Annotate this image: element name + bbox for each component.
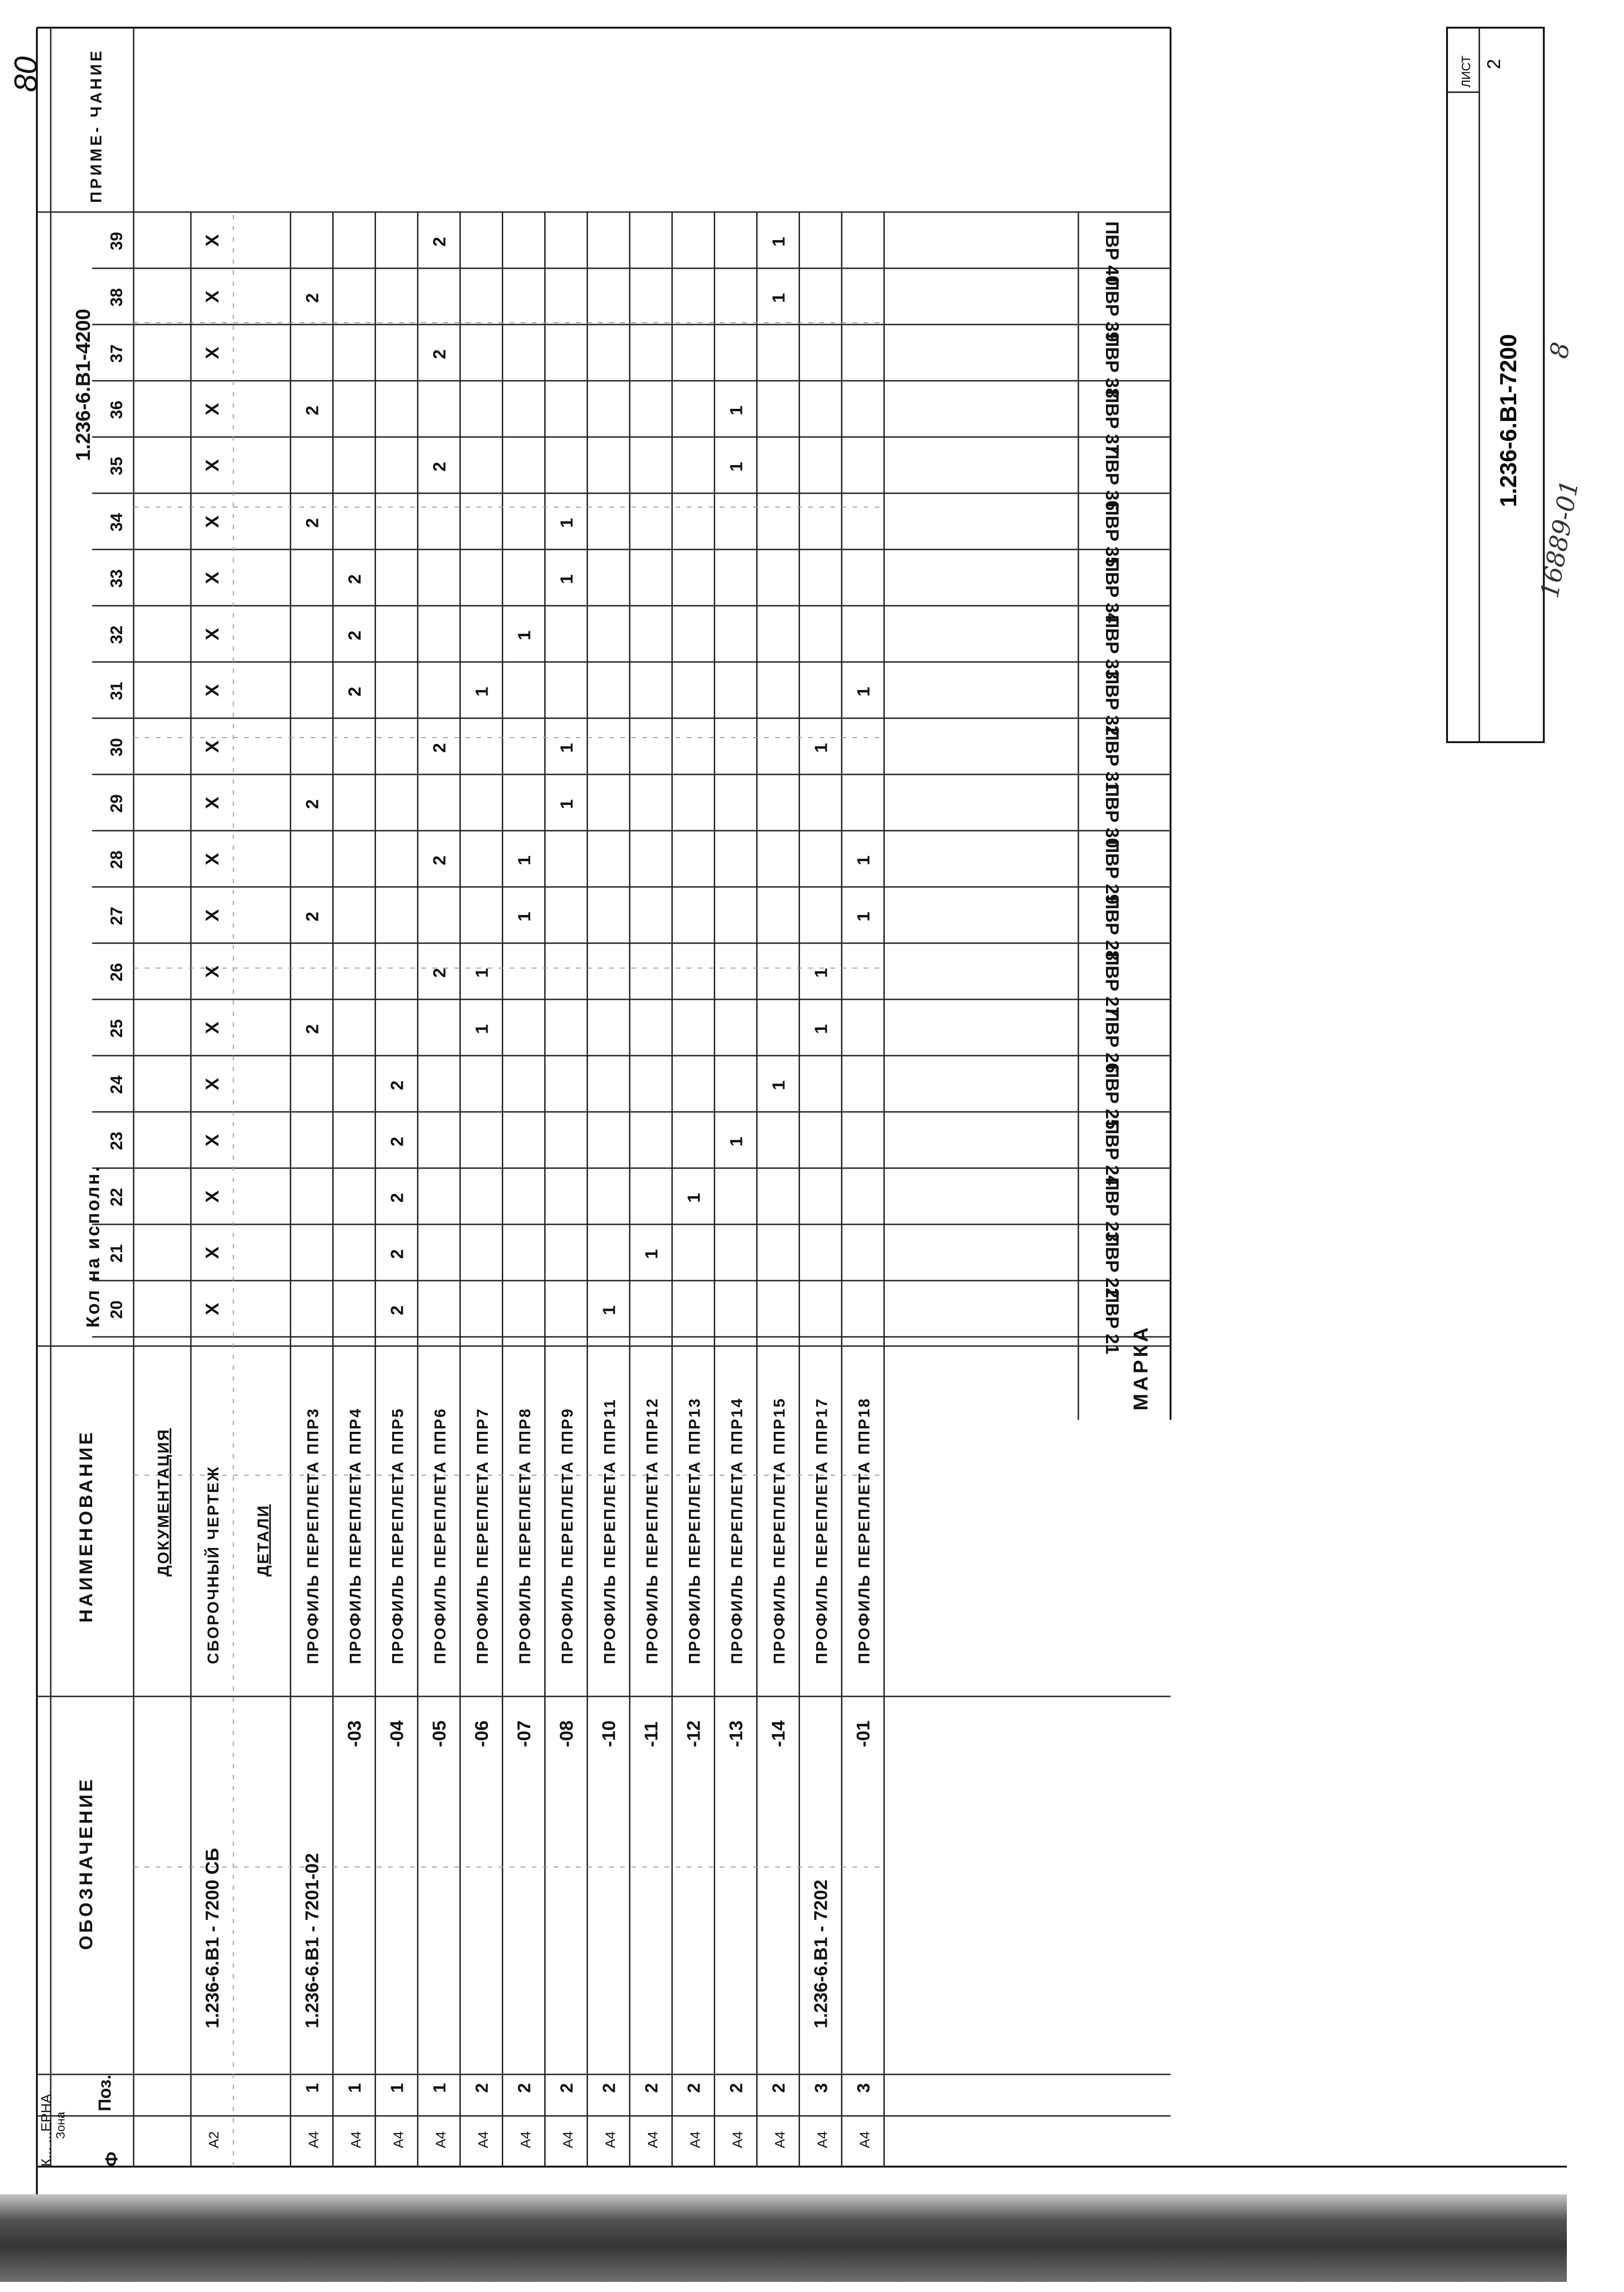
mark-label: ПВР 27: [1102, 952, 1122, 1017]
qty-cell: X: [202, 234, 223, 247]
qty-cell: 2: [430, 743, 450, 753]
row-name: ПРОФИЛЬ ПЕРЕПЛЕТА ППР17: [813, 1397, 831, 1664]
qty-cell: 1: [812, 743, 831, 753]
row-format: А4: [603, 2131, 618, 2148]
table-header: [8, 48, 1152, 2167]
qty-cell: 1: [769, 236, 789, 247]
variant-number: 22: [107, 1187, 126, 1206]
qty-cell: 2: [303, 518, 323, 528]
header-designation: ОБОЗНАЧЕНИЕ: [76, 1777, 96, 1950]
mark-label: ПВР 22: [1102, 1234, 1122, 1298]
table-row: [556, 518, 577, 2148]
qty-cell: 1: [727, 461, 747, 472]
qty-cell: X: [202, 1078, 223, 1090]
mark-label: ПВР 23: [1102, 1177, 1122, 1242]
qty-cell: 1: [557, 574, 577, 584]
row-format: А2: [206, 2131, 222, 2148]
table-row: [726, 406, 746, 2148]
variant-number: 26: [107, 963, 126, 981]
variant-number: 31: [107, 681, 126, 700]
mark-label: ПВР 34: [1102, 559, 1122, 623]
qty-cell: X: [202, 347, 223, 359]
row-designation: -13: [726, 1720, 747, 1747]
row-name: ПРОФИЛЬ ПЕРЕПЛЕТА ППР4: [347, 1407, 365, 1664]
row-designation: -07: [514, 1720, 535, 1747]
qty-cell: 2: [388, 1249, 407, 1259]
row-name: ПРОФИЛЬ ПЕРЕПЛЕТА ППР13: [686, 1397, 704, 1664]
row-format: А4: [348, 2131, 364, 2148]
row-position: 2: [684, 2083, 704, 2093]
qty-cell: 2: [345, 686, 365, 697]
qty-cell: 2: [303, 799, 323, 809]
mark-label: ПВР 35: [1102, 502, 1122, 567]
table-row: [429, 237, 449, 2148]
qty-cell: 1: [515, 911, 535, 922]
header-pos: Поз.: [95, 2074, 115, 2111]
handwritten-number: 16889-01: [1535, 478, 1584, 601]
mark-label: ПВР 28: [1102, 896, 1122, 961]
variant-number: 38: [107, 288, 126, 307]
row-name: ПРОФИЛЬ ПЕРЕПЛЕТА ППР6: [431, 1407, 449, 1664]
mark-label: ПВР 39: [1102, 278, 1122, 342]
row-format: А4: [772, 2131, 788, 2148]
row-position: 3: [812, 2083, 831, 2093]
variant-number: 36: [107, 400, 126, 419]
qty-cell: 1: [642, 1249, 662, 1259]
qty-cell: X: [202, 684, 223, 697]
header-qty: Кол на исполн.: [83, 1164, 103, 1328]
qty-cell: X: [202, 740, 223, 753]
table-row: [344, 574, 365, 2148]
variant-number: 23: [107, 1131, 126, 1150]
qty-cell: 1: [557, 518, 577, 528]
table-row: [514, 631, 534, 2148]
qty-cell: X: [202, 515, 223, 528]
variant-number: 28: [107, 850, 126, 869]
qty-cell: X: [202, 1190, 223, 1203]
variant-number: 34: [107, 513, 126, 532]
row-designation: -06: [471, 1720, 492, 1747]
sheet-label: ЛИСТ: [1459, 55, 1473, 88]
qty-cell: X: [202, 797, 223, 809]
row-format: А4: [815, 2131, 830, 2148]
qty-cell: 2: [388, 1136, 407, 1146]
mark-label: ПВР 30: [1102, 784, 1122, 848]
row-format: А4: [518, 2131, 534, 2148]
row-designation: -14: [768, 1720, 789, 1747]
row-format: А4: [857, 2131, 873, 2148]
section-row: [254, 1504, 272, 1577]
qty-cell: 2: [388, 1080, 407, 1090]
variant-number: 39: [107, 231, 126, 250]
table-row: [853, 687, 873, 2148]
mark-label: МАРКА: [1130, 1324, 1152, 1411]
scan-edge-stripe: [0, 2194, 1567, 2282]
row-format: А4: [688, 2131, 703, 2148]
row-position: 2: [642, 2083, 662, 2093]
mark-label: ПВР 32: [1102, 671, 1122, 736]
mark-label: ПВР 29: [1102, 840, 1122, 904]
qty-cell: X: [202, 290, 223, 303]
row-designation: -08: [556, 1720, 577, 1747]
row-format: А4: [391, 2131, 406, 2148]
qty-cell: 2: [430, 236, 450, 247]
qty-cell: 1: [769, 293, 789, 303]
qty-cell: 1: [812, 968, 831, 978]
qty-cell: 2: [430, 461, 450, 472]
row-position: 1: [303, 2083, 323, 2093]
row-designation: -10: [599, 1720, 619, 1747]
row-name: ПРОФИЛЬ ПЕРЕПЛЕТА ППР11: [601, 1398, 619, 1664]
row-name: ПРОФИЛЬ ПЕРЕПЛЕТА ППР15: [771, 1397, 788, 1664]
row-name: ПРОФИЛЬ ПЕРЕПЛЕТА ППР18: [855, 1397, 873, 1664]
table-row: [202, 234, 223, 2148]
row-name: ПРОФИЛЬ ПЕРЕПЛЕТА ППР5: [389, 1407, 407, 1664]
row-designation: -01: [853, 1720, 874, 1747]
variant-number: 37: [107, 344, 126, 363]
frame-lines: [37, 28, 1567, 2194]
header-format: Ф: [102, 2151, 122, 2167]
variant-number: 24: [107, 1075, 126, 1094]
mark-label: ПВР 21: [1102, 1290, 1122, 1354]
row-position: 2: [515, 2083, 535, 2093]
row-designation: -12: [683, 1720, 704, 1747]
sheet-number: 2: [1484, 59, 1504, 69]
qty-cell: X: [202, 403, 223, 415]
row-designation: 1.236-6.В1 - 7201-02: [302, 1853, 323, 2028]
qty-cell: 1: [557, 799, 577, 809]
qty-cell: 2: [388, 1193, 407, 1203]
row-designation: 1.236-6.В1 - 7202: [811, 1879, 831, 2028]
variant-number: 35: [107, 456, 126, 475]
row-format: А4: [306, 2131, 322, 2148]
row-format: А4: [560, 2131, 576, 2148]
qty-cell: 1: [854, 855, 874, 865]
qty-cell: 1: [472, 686, 492, 697]
row-format: А4: [645, 2131, 661, 2148]
qty-cell: X: [202, 628, 223, 640]
qty-cell: 1: [472, 1024, 492, 1034]
row-name: СБОРОЧНЫЙ ЧЕРТЕЖ: [205, 1465, 223, 1664]
qty-cell: 2: [303, 405, 323, 415]
section-row: [155, 1428, 172, 1577]
qty-cell: 2: [303, 911, 323, 922]
mark-label: ПВР 31: [1102, 727, 1122, 792]
table-row: [471, 687, 492, 2148]
row-name: ПРОФИЛЬ ПЕРЕПЛЕТА ППР8: [516, 1407, 534, 1664]
header-zone: Зона: [53, 2112, 67, 2139]
mark-label: ПВР 26: [1102, 1009, 1122, 1073]
row-format: А4: [433, 2131, 449, 2148]
header-name: НАИМЕНОВАНИЕ: [76, 1430, 96, 1623]
qty-cell: 2: [303, 1024, 323, 1034]
table-rows: [155, 234, 873, 2148]
qty-cell: 1: [472, 968, 492, 978]
variant-number: 25: [107, 1019, 126, 1038]
header-note: ПРИМЕ- ЧАНИЕ: [88, 48, 105, 203]
row-name: ПРОФИЛЬ ПЕРЕПЛЕТА ППР14: [728, 1397, 746, 1664]
qty-cell: 2: [345, 630, 365, 640]
qty-cell: 1: [515, 630, 535, 640]
qty-cell: 1: [769, 1080, 789, 1090]
qty-cell: 1: [600, 1305, 619, 1315]
qty-cell: 1: [727, 405, 747, 415]
variant-number: 27: [107, 906, 126, 925]
qty-cell: 2: [388, 1305, 407, 1315]
page-number: 80: [8, 56, 44, 92]
qty-cell: X: [202, 1246, 223, 1259]
row-name: ПРОФИЛЬ ПЕРЕПЛЕТА ППР9: [559, 1407, 577, 1664]
margin-note: К... ...ЕРНА: [39, 2094, 54, 2167]
row-designation: 1.236-6.В1 - 7200 СБ: [202, 1848, 223, 2028]
mark-label: ПВР 40: [1102, 221, 1122, 286]
qty-cell: 1: [515, 855, 535, 865]
row-position: 2: [472, 2083, 492, 2093]
row-position: 2: [557, 2083, 577, 2093]
qty-cell: X: [202, 853, 223, 865]
qty-cell: 2: [430, 855, 450, 865]
qty-cell: 1: [812, 1024, 831, 1034]
qty-cell: 2: [303, 293, 323, 303]
row-designation: -04: [387, 1720, 407, 1747]
row-position: 3: [854, 2083, 874, 2093]
row-name: ПРОФИЛЬ ПЕРЕПЛЕТА ППР7: [474, 1407, 492, 1664]
section-title: ДОКУМЕНТАЦИЯ: [155, 1428, 173, 1577]
qty-cell: 2: [430, 968, 450, 978]
row-name: ПРОФИЛЬ ПЕРЕПЛЕТА ППР12: [643, 1397, 661, 1664]
row-position: 2: [600, 2083, 619, 2093]
header-qty-code: 1.236-6.В1-4200: [72, 308, 94, 461]
qty-cell: 1: [727, 1136, 747, 1146]
table-row: [811, 743, 831, 2148]
row-position: 2: [727, 2083, 747, 2093]
qty-cell: X: [202, 1134, 223, 1146]
mark-label: ПВР 37: [1102, 390, 1122, 455]
qty-cell: 2: [345, 574, 365, 584]
mark-label: ПВР 36: [1102, 446, 1122, 511]
row-position: 2: [769, 2083, 789, 2093]
row-name: ПРОФИЛЬ ПЕРЕПЛЕТА ППР3: [304, 1407, 322, 1664]
row-designation: -05: [429, 1720, 450, 1747]
qty-cell: 1: [854, 686, 874, 697]
row-format: А4: [730, 2131, 746, 2148]
variant-number: 32: [107, 625, 126, 644]
dashed-guides: [134, 212, 884, 2167]
mark-labels: [1102, 221, 1122, 1354]
variant-number: 33: [107, 569, 126, 588]
mark-label: ПВР 24: [1102, 1121, 1122, 1186]
table-row: [387, 1081, 407, 2148]
qty-cell: 1: [854, 911, 874, 922]
table-row: [599, 1305, 619, 2148]
variant-number: 30: [107, 738, 126, 756]
variant-number: 20: [107, 1300, 126, 1319]
variant-number: 29: [107, 794, 126, 813]
table-row: [768, 237, 788, 2148]
handwritten-mark: 8: [1544, 340, 1576, 361]
qty-cell: X: [202, 1303, 223, 1315]
qty-cell: 2: [430, 349, 450, 359]
row-designation: -03: [344, 1720, 365, 1747]
row-position: 1: [430, 2083, 450, 2093]
mark-label: ПВР 38: [1102, 334, 1122, 398]
row-designation: -11: [641, 1721, 662, 1747]
qty-cell: X: [202, 459, 223, 472]
table-row: [302, 293, 322, 2148]
row-position: 1: [388, 2083, 407, 2093]
mark-label: ПВР 33: [1102, 615, 1122, 679]
qty-cell: X: [202, 572, 223, 584]
variant-number: 21: [107, 1244, 126, 1263]
row-format: А4: [476, 2131, 491, 2148]
section-title: ДЕТАЛИ: [254, 1504, 272, 1577]
title-code: 1.236-6.В1-7200: [1495, 334, 1521, 507]
title-block: [1447, 28, 1584, 742]
mark-label: ПВР 25: [1102, 1065, 1122, 1129]
row-position: 1: [345, 2083, 365, 2093]
table-row: [641, 1249, 661, 2148]
qty-cell: 1: [557, 743, 577, 753]
qty-cell: X: [202, 965, 223, 978]
qty-cell: X: [202, 909, 223, 922]
variant-numbers: [107, 232, 126, 1319]
qty-cell: X: [202, 1022, 223, 1034]
qty-cell: 1: [684, 1193, 704, 1203]
